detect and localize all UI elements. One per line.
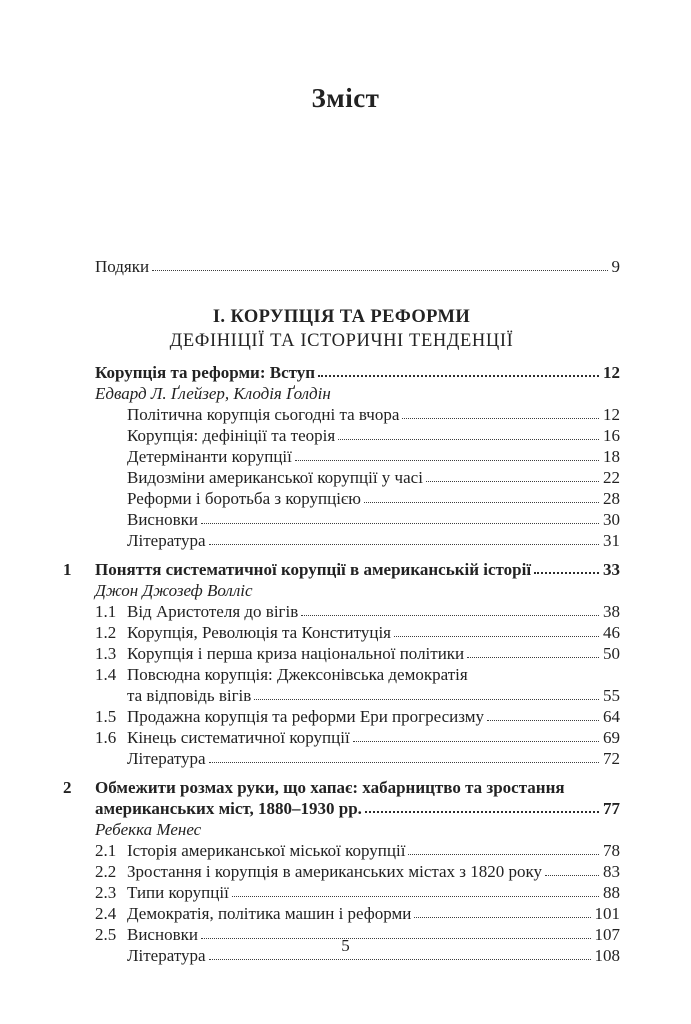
toc-entry [63, 559, 620, 580]
part-subtitle: ДЕФІНІЦІЇ ТА ІСТОРИЧНІ ТЕНДЕНЦІЇ [169, 331, 514, 351]
toc-entry-number: 1.5 [95, 707, 117, 726]
toc-entry [63, 362, 620, 383]
dot-leader [338, 439, 599, 440]
toc-entry-text: Демократія, політика машин і реформи [127, 904, 412, 923]
toc-entry [63, 488, 620, 509]
toc-page-number: 9 [611, 257, 620, 276]
toc-entry-text: Повсюдна корупція: Джексонівська демократія [127, 665, 468, 684]
dot-leader [534, 572, 599, 574]
toc-entry-text: Реформи і боротьба з корупцією [127, 489, 361, 508]
toc-page-number: 30 [603, 510, 620, 529]
dot-leader [545, 875, 599, 876]
toc-entry [63, 425, 620, 446]
toc-page-number: 18 [603, 447, 620, 466]
dot-leader [295, 460, 599, 461]
toc-entry [63, 706, 620, 727]
toc-entry-number: 2.1 [95, 841, 117, 860]
toc-entry [63, 903, 620, 924]
toc-entry [63, 777, 620, 798]
toc-entry-text: Джон Джозеф Волліс [95, 581, 253, 600]
toc-entry-text: Політична корупція сьогодні та вчора [127, 405, 400, 424]
toc-entry-text: Висновки [127, 925, 198, 944]
toc-entry-text: Корупція, Революція та Конституція [127, 623, 391, 642]
toc-entry [63, 819, 620, 840]
toc-page-number: 78 [603, 841, 620, 860]
toc-entry-text: Корупція і перша криза національної політики [127, 644, 465, 663]
toc-entry [63, 467, 620, 488]
toc-page-number: 77 [603, 799, 620, 818]
toc-entry-text: Подяки [95, 257, 150, 276]
dot-leader [201, 523, 599, 524]
toc-page-number: 72 [603, 749, 620, 768]
page-title: Зміст [311, 83, 380, 113]
toc-page-number: 31 [603, 531, 620, 550]
toc-entry-text: Продажна корупція та реформи Ери прогресизму [127, 707, 484, 726]
toc-entry-number: 1.2 [95, 623, 117, 642]
toc-entry-text: Від Аристотеля до вігів [127, 602, 299, 621]
dot-leader [467, 657, 599, 658]
dot-leader [364, 502, 599, 503]
toc-page-number: 83 [603, 862, 620, 881]
part-header [63, 305, 620, 353]
dot-leader [408, 854, 599, 855]
dot-leader [254, 699, 599, 700]
toc-entry-acknowledgements [63, 256, 620, 277]
toc-entry-text: Типи корупції [127, 883, 229, 902]
toc-entry-text: Детермінанти корупції [127, 447, 292, 466]
toc-entry-number: 1 [63, 560, 72, 579]
dot-leader [318, 375, 599, 377]
toc-entry [63, 404, 620, 425]
toc-entry [63, 446, 620, 467]
toc-entry-number: 2 [63, 778, 72, 797]
dot-leader [402, 418, 599, 419]
toc-entry-text: Висновки [127, 510, 198, 529]
toc-page-number: 12 [603, 405, 620, 424]
toc-entry [63, 748, 620, 769]
footer-page-number: 5 [341, 936, 350, 955]
toc-entry [63, 882, 620, 903]
toc-entry [63, 580, 620, 601]
toc-entry-number: 2.2 [95, 862, 117, 881]
dot-leader [414, 917, 590, 918]
toc-page-number: 101 [594, 904, 620, 923]
dot-leader [209, 959, 591, 960]
toc-entry-text: Література [127, 531, 206, 550]
toc-page-number: 33 [603, 560, 620, 579]
toc-entry-text: Обмежити розмах руки, що хапає: хабарництво та зростання [95, 778, 565, 797]
dot-leader [365, 811, 599, 813]
toc-entry-text: Зростання і корупція в американських містах з 1820 року [127, 862, 543, 881]
toc-entry-text: Історія американської міської корупції [127, 841, 406, 860]
toc-entry-text: та відповідь вігів [127, 686, 252, 705]
toc-entry [63, 727, 620, 748]
toc-entry-number: 1.6 [95, 728, 117, 747]
toc-entry-number: 1.4 [95, 665, 117, 684]
toc-page-number: 88 [603, 883, 620, 902]
dot-leader [209, 544, 599, 545]
dot-leader [209, 762, 599, 763]
dot-leader [152, 270, 607, 271]
toc-entry-text: Література [127, 946, 206, 965]
dot-leader [394, 636, 599, 637]
toc-entry-number: 2.3 [95, 883, 117, 902]
toc-entry-text: Едвард Л. Ґлейзер, Клодія Ґолдін [95, 384, 331, 403]
toc-page-number: 64 [603, 707, 620, 726]
toc-page-number: 38 [603, 602, 620, 621]
dot-leader [232, 896, 599, 897]
toc-page-number: 107 [594, 925, 620, 944]
toc-entry-number: 2.5 [95, 925, 117, 944]
dot-leader [426, 481, 599, 482]
toc-entry-text: Корупція: дефініції та теорія [127, 426, 336, 445]
toc-page-number: 55 [603, 686, 620, 705]
toc-entry-text: Корупція та реформи: Вступ [95, 363, 316, 382]
toc-entry [63, 530, 620, 551]
toc-entry [63, 798, 620, 819]
toc-page-number: 50 [603, 644, 620, 663]
toc-page-number: 12 [603, 363, 620, 382]
toc-page-number: 16 [603, 426, 620, 445]
toc-entry-text: американських міст, 1880–1930 рр. [95, 799, 362, 818]
part-title: І. КОРУПЦІЯ ТА РЕФОРМИ [212, 307, 471, 327]
toc-entries [63, 362, 620, 966]
toc-entry [63, 601, 620, 622]
toc-page-number: 28 [603, 489, 620, 508]
dot-leader [353, 741, 599, 742]
toc-entry-text: Видозміни американської корупції у часі [127, 468, 423, 487]
toc-entry-number: 1.1 [95, 602, 117, 621]
table-of-contents [63, 256, 620, 966]
toc-page-number: 22 [603, 468, 620, 487]
toc-entry [63, 643, 620, 664]
toc-entry-text: Література [127, 749, 206, 768]
toc-entry [63, 685, 620, 706]
dot-leader [487, 720, 599, 721]
toc-entry-number: 1.3 [95, 644, 117, 663]
dot-leader [301, 615, 599, 616]
toc-entry-number: 2.4 [95, 904, 117, 923]
toc-page-number: 69 [603, 728, 620, 747]
toc-page-number: 108 [594, 946, 620, 965]
toc-entry [63, 509, 620, 530]
toc-entry [63, 861, 620, 882]
toc-page-number: 46 [603, 623, 620, 642]
toc-entry-text: Поняття систематичної корупції в американській історії [95, 560, 532, 579]
toc-entry [63, 622, 620, 643]
toc-entry [63, 383, 620, 404]
toc-entry [63, 664, 620, 685]
toc-entry-text: Ребекка Менес [95, 820, 202, 839]
toc-entry [63, 840, 620, 861]
toc-entry-text: Кінець систематичної корупції [127, 728, 350, 747]
